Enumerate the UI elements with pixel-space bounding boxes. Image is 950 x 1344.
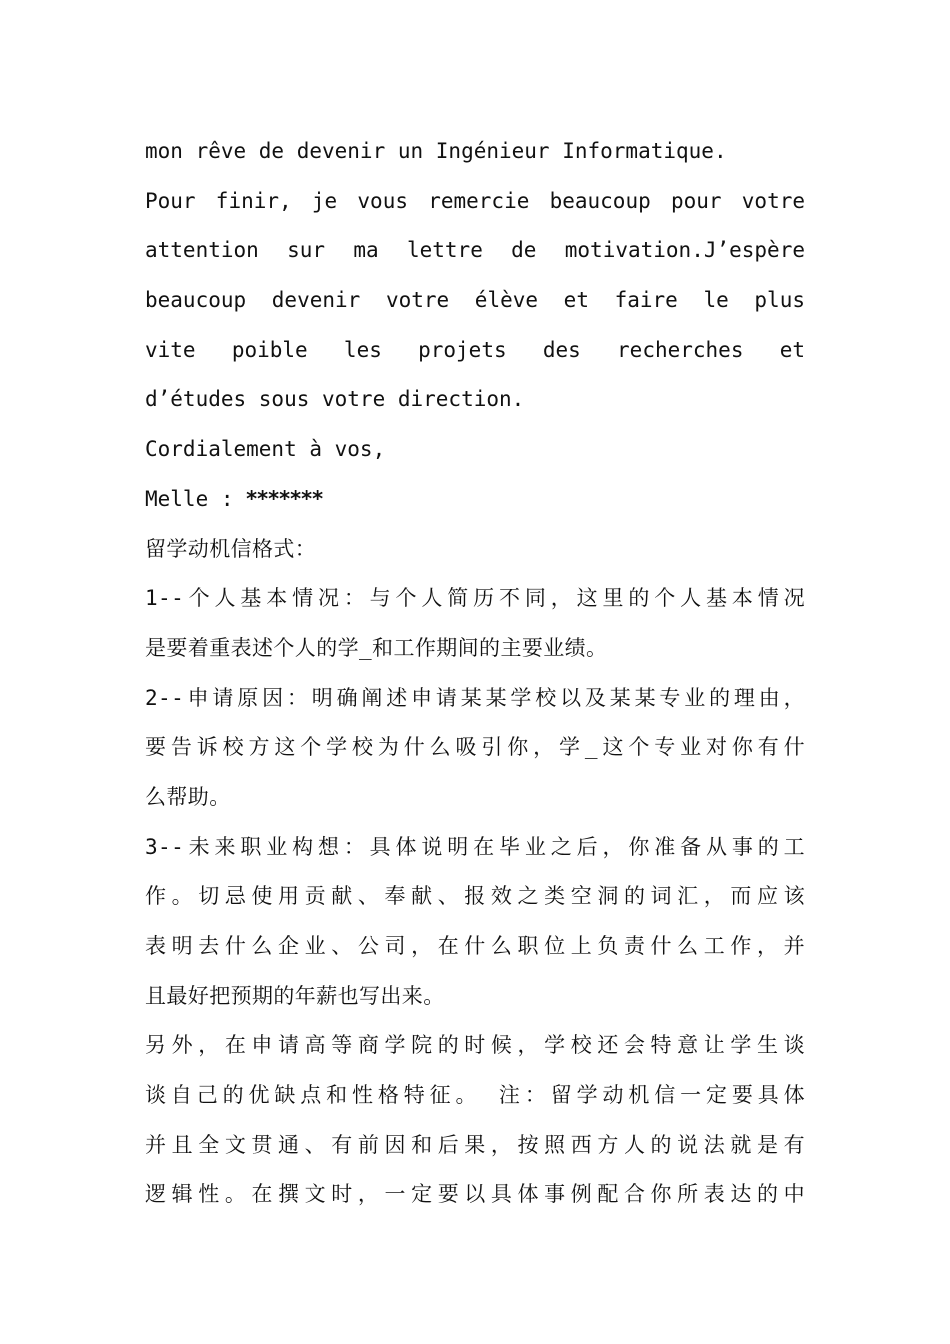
text-line: 表明去什么企业、公司，在什么职位上负责什么工作，并 — [145, 934, 805, 958]
text-line: 作。切忌使用贡献、奉献、报效之类空洞的词汇，而应该 — [145, 884, 805, 909]
signature-line — [145, 475, 805, 525]
text-line: 且最好把预期的年薪也写出来。 — [145, 983, 445, 1008]
text-line: 谈自己的优缺点和性格特征。 注：留学动机信一定要具体 — [145, 1083, 805, 1108]
text-line: mon rêve de devenir un Ingénieur Informatique. — [145, 139, 727, 163]
text-line: 要告诉校方这个学校为什么吸引你，学_这个专业对你有什 — [145, 735, 805, 760]
document-body — [145, 127, 805, 1220]
text-line: 逻辑性。在撰文时，一定要以具体事例配合你所表达的中 — [145, 1182, 805, 1207]
text-line: 并且全文贯通、有前因和后果，按照西方人的说法就是有 — [145, 1132, 805, 1157]
text-line: 么帮助。 — [145, 784, 231, 809]
text-line: d’études sous votre direction. — [145, 387, 525, 412]
text-line: 2--申请原因：明确阐述申请某某学校以及某某专业的理由， — [145, 685, 805, 710]
text-line: beaucoup devenir votre élève et faire le plus — [145, 288, 805, 313]
text-line: vite poible les projets des recherches et — [145, 337, 805, 362]
text-line: 1--个人基本情况：与个人简历不同，这里的个人基本情况 — [145, 586, 805, 611]
signature-label: Melle : — [145, 486, 234, 511]
text-line: 3--未来职业构想：具体说明在毕业之后，你准备从事的工 — [145, 834, 805, 859]
text-line: 另外，在申请高等商学院的时候，学校还会特意让学生谈 — [145, 1033, 805, 1058]
text-line: 是要着重表述个人的学_和工作期间的主要业绩。 — [145, 635, 608, 660]
section-heading: 留学动机信格式： — [145, 536, 317, 561]
closing-line: Cordialement à vos, — [145, 437, 386, 462]
signature-mask: ******* — [246, 486, 324, 511]
text-line: Pour finir, je vous remercie beaucoup pour votre — [145, 188, 805, 213]
text-line: attention sur ma lettre de motivation.J’espère — [145, 238, 805, 263]
